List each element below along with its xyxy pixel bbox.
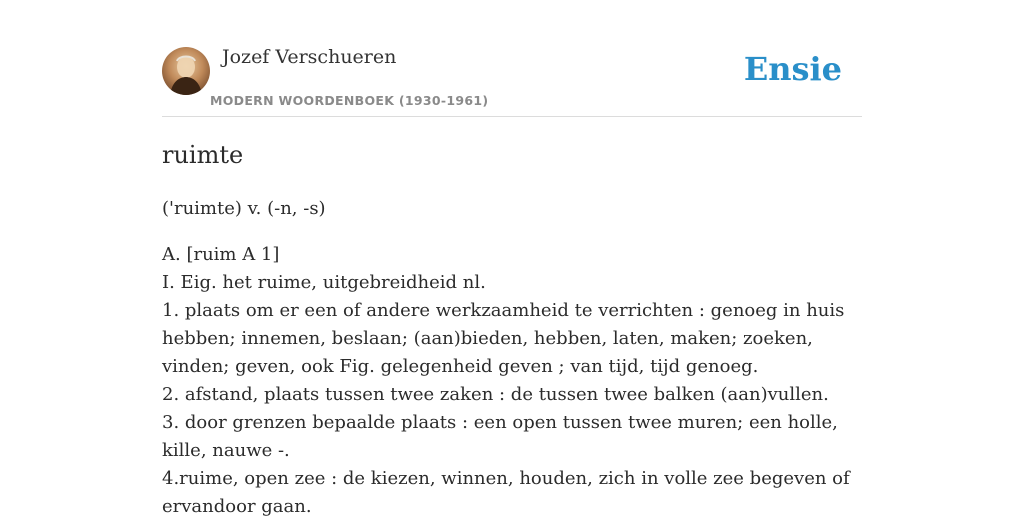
definition-line: A. [ruim A 1] (162, 244, 280, 265)
entry-definition (162, 241, 862, 521)
definition-line: I. Eig. het ruime, uitgebreidheid nl. (162, 272, 486, 293)
author-avatar[interactable] (162, 47, 210, 95)
entry-content (162, 139, 862, 521)
entry-pronunciation: ('ruimte) v. (-n, -s) (162, 198, 326, 219)
dictionary-source[interactable]: MODERN WOORDENBOEK (1930-1961) (210, 93, 489, 108)
definition-line: 1. plaats om er een of andere werkzaamheid te verrichten : genoeg in huis hebben; innemen, beslaan; (aan)bieden, hebben, laten, maken; zoeken, vinden; geven, ook Fig. gelegenheid geven ; van tijd, tijd genoeg. (162, 300, 845, 377)
entry-title: ruimte (162, 141, 244, 169)
author-name[interactable]: Jozef Verschueren (222, 46, 397, 68)
site-header (162, 0, 862, 117)
definition-line: 3. door grenzen bepaalde plaats : een open tussen twee muren; een holle, kille, nauwe -. (162, 412, 838, 461)
definition-line: 4.ruime, open zee : de kiezen, winnen, houden, zich in volle zee begeven of ervandoor gaan. (162, 468, 850, 517)
site-logo[interactable]: Ensie (743, 50, 842, 88)
definition-line: 2. afstand, plaats tussen twee zaken : de tussen twee balken (aan)vullen. (162, 384, 829, 405)
